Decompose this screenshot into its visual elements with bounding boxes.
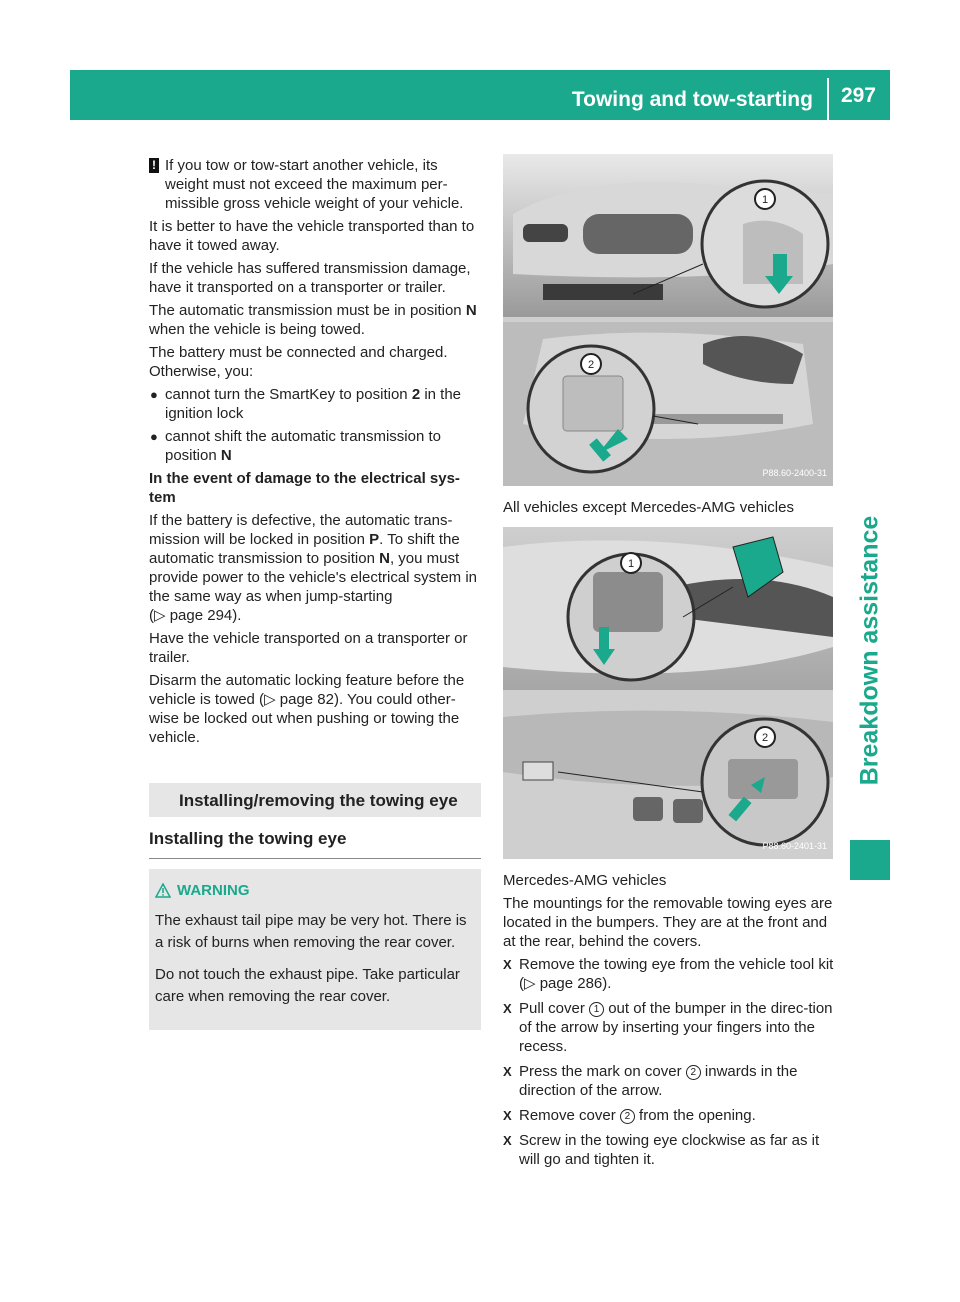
callout-ref: 2 [686,1065,701,1080]
page-number: 297 [840,83,876,107]
car-illustration [503,154,833,486]
figure-caption: All vehicles except Mercedes-AMG vehicles [503,499,794,516]
bullet-icon: ● [150,429,158,444]
list-item: ● cannot shift the automatic transmission to position N [150,428,441,464]
callout-2: 2 [587,359,595,371]
chapter-title: Towing and tow-starting [572,78,829,120]
header-bar [70,70,890,120]
warning-icon [155,883,171,898]
paragraph: Disarm the automatic locking feature before the vehicle is towed (▷ page 82). You could other-wise be locked out when pushing or towing the vehicle. [149,672,465,746]
section-title: Installing/removing the towing eye [149,783,481,817]
page-reference[interactable]: (▷ page 294). [149,607,242,624]
callout-1-amg: 1 [627,558,635,570]
warning-box [149,869,481,1030]
step-item: X Remove cover 2 from the opening. [503,1107,756,1124]
side-tab-block [850,840,890,880]
left-column [149,156,481,1030]
paragraph-heading: In the event of damage to the electrical sys-tem [149,470,460,506]
list-item: ● cannot turn the SmartKey to position 2 in the ignition lock [150,386,462,422]
notice-text: If you tow or tow-start another vehicle, its weight must not exceed the maximum per-missible gross vehicle weight of your vehicle. [165,157,464,212]
paragraph: The battery must be connected and charged. Otherwise, you: [149,344,448,380]
paragraph: Have the vehicle transported on a transporter or trailer. [149,630,468,666]
step-marker-icon: X [503,1001,512,1016]
subsection-title: Installing the towing eye [149,829,481,859]
figure-code: P88.60-2400-31 [762,468,827,478]
bullet-icon: ● [150,387,158,402]
step-item: X Pull cover 1 out of the bumper in the direc-tion of the arrow by inserting your fingers into the recess. [503,1000,833,1055]
paragraph: If the vehicle has suffered transmission damage, have it transported on a transporter or trailer. [149,260,471,296]
side-tab-label: Breakdown assistance [855,515,884,785]
step-marker-icon: X [503,1064,512,1079]
figure-code: P88.60-2401-31 [762,841,827,851]
warning-text: Do not touch the exhaust pipe. Take particular care when removing the rear cover. [155,966,460,1005]
figure-amg [503,527,833,859]
callout-ref: 2 [620,1109,635,1124]
step-item: X Screw in the towing eye clockwise as far as it will go and tighten it. [503,1132,820,1168]
step-marker-icon: X [503,1133,512,1148]
right-column [503,154,835,1175]
callout-2-amg: 2 [761,732,769,744]
notice [149,156,481,213]
paragraph: It is better to have the vehicle transported than to have it towed away. [149,218,475,254]
figure-front-rear-standard [503,154,833,486]
notice-icon: ! [149,158,159,173]
figure-caption: Mercedes-AMG vehicles [503,872,667,889]
paragraph: If the battery is defective, the automatic trans-mission will be locked in position P. To shift the automatic transmission to position N, you must provide power to the vehicle's electrical system in the same way as when jump-starting (▷ page 294). [149,512,478,624]
paragraph: The mountings for the removable towing eyes are located in the bumpers. They are at the front and at the rear, behind the covers. [503,895,833,950]
paragraph: The automatic transmission must be in position N when the vehicle is being towed. [149,302,477,338]
step-item: X Remove the towing eye from the vehicle tool kit (▷ page 286). [503,956,834,992]
warning-text: The exhaust tail pipe may be very hot. There is a risk of burns when removing the rear cover. [155,912,467,951]
car-illustration-amg [503,527,833,859]
warning-title: WARNING [155,881,475,900]
callout-1: 1 [761,194,769,206]
step-marker-icon: X [503,1108,512,1123]
page-reference[interactable]: ▷ page 82 [264,691,334,708]
side-tab [850,470,890,830]
step-item: X Press the mark on cover 2 inwards in the direction of the arrow. [503,1063,798,1099]
callout-ref: 1 [589,1002,604,1017]
step-marker-icon: X [503,957,512,972]
